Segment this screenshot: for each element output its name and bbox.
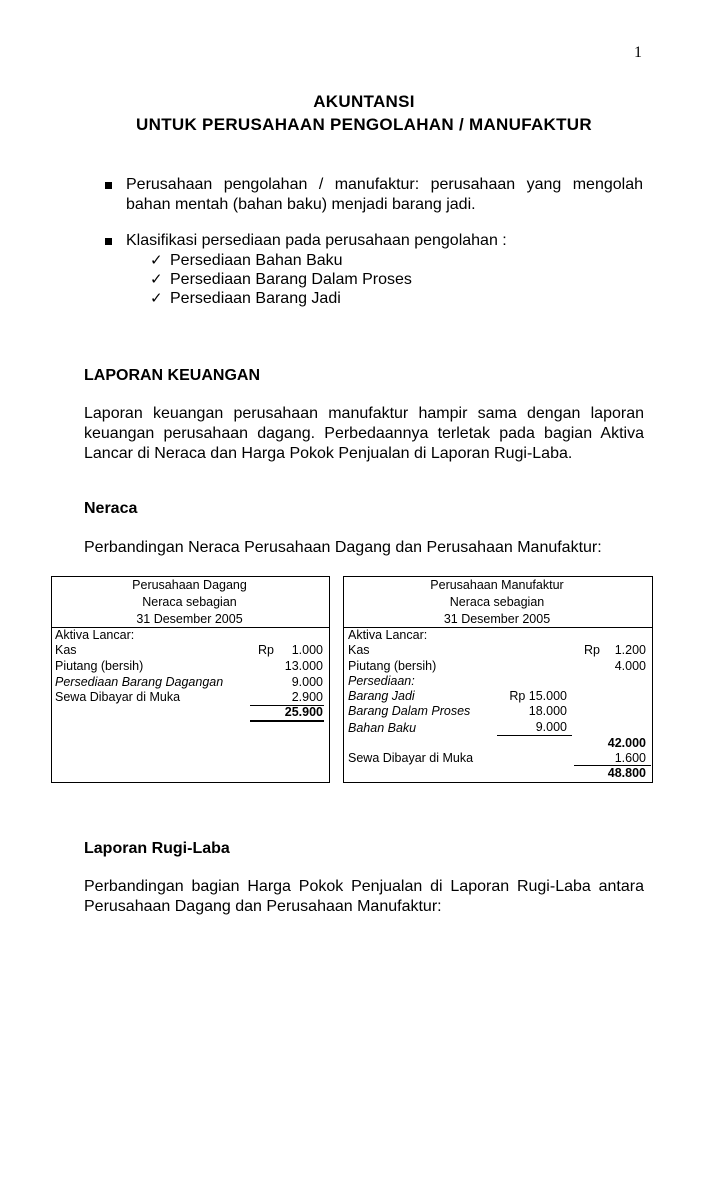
table-currency: Rp [258, 643, 274, 657]
table-currency: Rp [584, 643, 600, 657]
table-value: 9.000 [535, 720, 567, 734]
bullet-square-icon [105, 182, 112, 189]
check-icon: ✓ [150, 271, 163, 288]
table-label: Piutang (bersih) [55, 659, 144, 673]
table-total: 48.800 [607, 766, 646, 780]
check-item: Persediaan Barang Dalam Proses [170, 271, 412, 288]
table-value: 1.200 [614, 643, 646, 657]
table-header: 31 Desember 2005 [443, 612, 551, 626]
paragraph-line: Perbandingan bagian Harga Pokok Penjualan di Laporan Rugi-Laba antara [84, 878, 644, 895]
table-value: 2.900 [291, 690, 323, 704]
bullet-square-icon [105, 238, 112, 245]
table-value: Rp 15.000 [509, 689, 567, 703]
check-item: Persediaan Bahan Baku [170, 252, 343, 269]
table-header: Perusahaan Dagang [132, 578, 247, 592]
paragraph-line: Perbandingan Neraca Perusahaan Dagang dan Perusahaan Manufaktur: [84, 539, 602, 556]
paragraph-line: keuangan perusahaan dagang. Perbedaannya terletak pada bagian Aktiva [84, 425, 644, 442]
table-header: Neraca sebagian [449, 595, 545, 609]
table-label: Aktiva Lancar: [55, 628, 135, 642]
table-label: Sewa Dibayar di Muka [55, 690, 181, 704]
table-value: 1.600 [614, 751, 646, 765]
check-item: Persediaan Barang Jadi [170, 290, 341, 307]
table-label: Aktiva Lancar: [348, 628, 428, 642]
table-value: 13.000 [284, 659, 323, 673]
divider [497, 735, 572, 736]
table-header: Neraca sebagian [142, 595, 237, 609]
table-label: Kas [55, 643, 77, 657]
page-title: AKUNTANSI [313, 92, 415, 111]
paragraph-line: Perusahaan Dagang dan Perusahaan Manufaktur: [84, 898, 442, 915]
table-value: 18.000 [528, 704, 567, 718]
table-value: 9.000 [291, 675, 323, 689]
table-label: Bahan Baku [348, 721, 417, 735]
check-icon: ✓ [150, 252, 163, 269]
section-heading: Laporan Rugi-Laba [84, 840, 230, 857]
table-label: Barang Dalam Proses [348, 704, 471, 718]
section-heading: Neraca [84, 500, 138, 517]
table-label: Kas [348, 643, 370, 657]
paragraph-line: Laporan keuangan perusahaan manufaktur hampir sama dengan laporan [84, 405, 644, 422]
table-header: Perusahaan Manufaktur [430, 578, 564, 592]
table-label: Barang Jadi [348, 689, 415, 703]
section-heading: LAPORAN KEUANGAN [84, 367, 260, 384]
bullet-text: Perusahaan pengolahan / manufaktur: perusahaan yang mengolah [126, 176, 643, 193]
table-label: Sewa Dibayar di Muka [348, 751, 474, 765]
table-value: 1.000 [291, 643, 323, 657]
table-label: Persediaan Barang Dagangan [55, 675, 224, 689]
check-icon: ✓ [150, 290, 163, 307]
table-total: 25.900 [284, 705, 323, 719]
table-label: Piutang (bersih) [348, 659, 437, 673]
bullet-text: bahan mentah (bahan baku) menjadi barang jadi. [126, 196, 476, 213]
page-number: 1 [634, 44, 642, 61]
divider [250, 720, 324, 722]
table-value: 4.000 [614, 659, 646, 673]
paragraph-line: Lancar di Neraca dan Harga Pokok Penjualan di Laporan Rugi-Laba. [84, 445, 573, 462]
page-subtitle: UNTUK PERUSAHAAN PENGOLAHAN / MANUFAKTUR [136, 115, 592, 134]
table-label: Persediaan: [348, 674, 415, 688]
table-subtotal: 42.000 [607, 736, 646, 750]
table-header: 31 Desember 2005 [136, 612, 243, 626]
bullet-text: Klasifikasi persediaan pada perusahaan pengolahan : [126, 232, 507, 249]
